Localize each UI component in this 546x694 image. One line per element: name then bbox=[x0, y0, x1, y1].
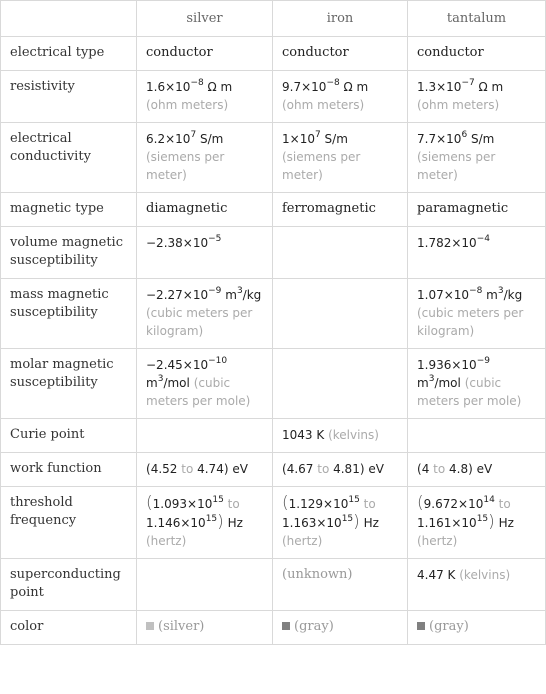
header-empty bbox=[1, 1, 137, 37]
cell-iron: 1043 K (kelvins) bbox=[273, 419, 408, 453]
cell-iron: $9.7\times 10^{-8}$ Ω m (ohm meters) bbox=[273, 71, 408, 123]
cell-iron bbox=[273, 349, 408, 419]
cell-tantalum: (4 to 4.8) eV bbox=[408, 453, 546, 487]
cell-silver: ($1.093\times 10^{15}$ to $1.146\times 10^{15}$) Hz (hertz) bbox=[137, 487, 273, 559]
color-swatch-gray bbox=[282, 622, 290, 630]
row-magnetic-type bbox=[1, 193, 546, 227]
cell-tantalum: paramagnetic bbox=[408, 193, 546, 227]
header-iron: iron bbox=[273, 1, 408, 37]
cell-silver: $1.6\times 10^{-8}$ Ω m (ohm meters) bbox=[137, 71, 273, 123]
cell-iron bbox=[273, 279, 408, 349]
row-mass-susceptibility bbox=[1, 279, 546, 349]
cell-silver bbox=[137, 559, 273, 611]
row-label: Curie point bbox=[1, 419, 137, 453]
header-row bbox=[1, 1, 546, 37]
cell-iron: (unknown) bbox=[273, 559, 408, 611]
cell-tantalum: 4.47 K (kelvins) bbox=[408, 559, 546, 611]
color-swatch-gray bbox=[417, 622, 425, 630]
cell-tantalum: conductor bbox=[408, 37, 546, 71]
row-label: resistivity bbox=[1, 71, 137, 123]
row-label: threshold frequency bbox=[1, 487, 137, 559]
row-resistivity bbox=[1, 71, 546, 123]
cell-silver: (silver) bbox=[137, 611, 273, 645]
cell-silver: diamagnetic bbox=[137, 193, 273, 227]
cell-tantalum: ($9.672\times 10^{14}$ to $1.161\times 10^{15}$) Hz (hertz) bbox=[408, 487, 546, 559]
cell-silver: $-2.38\times 10^{-5}$ bbox=[137, 227, 273, 279]
row-conductivity bbox=[1, 123, 546, 193]
cell-silver: conductor bbox=[137, 37, 273, 71]
cell-iron: (gray) bbox=[273, 611, 408, 645]
row-label: color bbox=[1, 611, 137, 645]
row-label: magnetic type bbox=[1, 193, 137, 227]
cell-iron: (4.67 to 4.81) eV bbox=[273, 453, 408, 487]
row-color bbox=[1, 611, 546, 645]
cell-silver: $-2.27\times 10^{-9}$ $m^3/kg$ (cubic meters per kilogram) bbox=[137, 279, 273, 349]
cell-tantalum: (gray) bbox=[408, 611, 546, 645]
row-label: superconducting point bbox=[1, 559, 137, 611]
row-threshold-frequency bbox=[1, 487, 546, 559]
row-label: work function bbox=[1, 453, 137, 487]
row-work-function bbox=[1, 453, 546, 487]
cell-silver: (4.52 to 4.74) eV bbox=[137, 453, 273, 487]
header-tantalum: tantalum bbox=[408, 1, 546, 37]
cell-tantalum: $1.3\times 10^{-7}$ Ω m (ohm meters) bbox=[408, 71, 546, 123]
cell-iron: conductor bbox=[273, 37, 408, 71]
cell-iron: ($1.129\times 10^{15}$ to $1.163\times 10^{15}$) Hz (hertz) bbox=[273, 487, 408, 559]
row-label: electrical type bbox=[1, 37, 137, 71]
row-label: volume magnetic susceptibility bbox=[1, 227, 137, 279]
cell-tantalum: $1.936\times 10^{-9}$ $m^3$/mol (cubic meters per mole) bbox=[408, 349, 546, 419]
cell-silver: $-2.45\times 10^{-10}$ $m^3$/mol (cubic meters per mole) bbox=[137, 349, 273, 419]
row-label: mass magnetic susceptibility bbox=[1, 279, 137, 349]
cell-tantalum bbox=[408, 419, 546, 453]
cell-silver: $6.2\times 10^7$ S/m (siemens per meter) bbox=[137, 123, 273, 193]
row-volume-susceptibility bbox=[1, 227, 546, 279]
row-superconducting-point bbox=[1, 559, 546, 611]
row-curie-point bbox=[1, 419, 546, 453]
cell-iron: $1\times 10^7$ S/m (siemens per meter) bbox=[273, 123, 408, 193]
row-electrical-type bbox=[1, 37, 546, 71]
cell-tantalum: $1.782\times 10^{-4}$ bbox=[408, 227, 546, 279]
cell-tantalum: $7.7\times 10^6$ S/m (siemens per meter) bbox=[408, 123, 546, 193]
cell-tantalum: $1.07\times 10^{-8}$ $m^3/kg$ (cubic meters per kilogram) bbox=[408, 279, 546, 349]
cell-silver bbox=[137, 419, 273, 453]
row-label: molar magnetic susceptibility bbox=[1, 349, 137, 419]
row-molar-susceptibility bbox=[1, 349, 546, 419]
cell-iron bbox=[273, 227, 408, 279]
row-label: electrical conductivity bbox=[1, 123, 137, 193]
cell-iron: ferromagnetic bbox=[273, 193, 408, 227]
header-silver: silver bbox=[137, 1, 273, 37]
color-swatch-silver bbox=[146, 622, 154, 630]
